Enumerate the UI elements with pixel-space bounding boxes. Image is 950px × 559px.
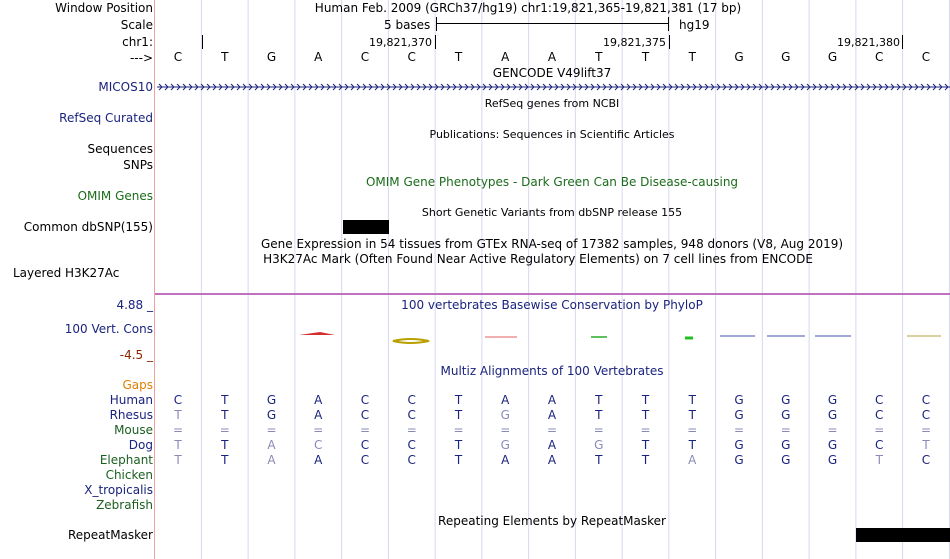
aligned-base: T	[641, 438, 650, 452]
species-label[interactable]: Human	[109, 393, 153, 407]
species-label[interactable]: Rhesus	[109, 408, 153, 422]
species-label[interactable]: Chicken	[105, 468, 153, 482]
aligned-base: G	[827, 438, 838, 452]
aligned-base: A	[314, 408, 323, 422]
aligned-base: =	[313, 423, 324, 437]
aligned-base: G	[734, 408, 744, 422]
phylop-track-title: 100 vertebrates Basewise Conservation by PhyloP	[401, 298, 703, 312]
strand-arrow-label: --->	[129, 51, 153, 65]
aligned-base: C	[407, 438, 416, 452]
aligned-base: C	[407, 408, 416, 422]
ruler-tick-label: 19,821,370	[369, 36, 432, 49]
h3k27ac-track-title: H3K27Ac Mark (Often Found Near Active Regulatory Elements) on 7 cell lines from ENCODE	[263, 252, 813, 266]
aligned-base: =	[780, 423, 791, 437]
aligned-base: A	[547, 408, 557, 422]
aligned-base: G	[781, 393, 791, 407]
reference-base: G	[266, 50, 277, 64]
reference-base: C	[360, 50, 370, 64]
reference-base: A	[314, 50, 323, 64]
aligned-base: T	[922, 438, 930, 452]
aligned-base: T	[174, 438, 182, 452]
aligned-base: =	[546, 423, 558, 437]
phylop-conservation-plot[interactable]	[155, 326, 950, 348]
refseq-track-title: RefSeq genes from NCBI	[484, 97, 620, 110]
micos10-gene-model[interactable]	[157, 81, 950, 93]
aligned-base: G	[781, 408, 791, 422]
aligned-base: T	[221, 393, 229, 407]
micos10-gene-label[interactable]: MICOS10	[98, 80, 153, 94]
aligned-base: A	[547, 438, 557, 452]
aligned-base: C	[314, 438, 323, 452]
aligned-base: T	[454, 453, 463, 467]
species-label[interactable]: Zebrafish	[96, 498, 153, 512]
repeatmasker-track-title: Repeating Elements by RepeatMasker	[438, 514, 666, 528]
assembly-text: hg19	[679, 18, 710, 32]
aligned-base: G	[734, 453, 744, 467]
aligned-base: T	[174, 453, 182, 467]
multiz-track-title: Multiz Alignments of 100 Vertebrates	[440, 364, 664, 378]
aligned-base: A	[501, 453, 510, 467]
aligned-base: C	[407, 393, 416, 407]
aligned-base: =	[687, 423, 698, 437]
aligned-base: T	[595, 453, 603, 467]
aligned-base: A	[547, 393, 557, 407]
track-divider	[155, 293, 950, 295]
aligned-base: =	[733, 423, 745, 437]
aligned-base: T	[595, 393, 603, 407]
aligned-base: =	[359, 423, 371, 437]
dbsnp-variant-block[interactable]	[343, 220, 389, 234]
reference-base: T	[595, 50, 603, 64]
aligned-base: G	[734, 393, 744, 407]
reference-base: C	[875, 50, 884, 64]
aligned-base: T	[454, 438, 463, 452]
reference-base: A	[501, 50, 510, 64]
aligned-base: =	[593, 423, 604, 437]
aligned-base: A	[547, 453, 557, 467]
aligned-base: T	[221, 438, 229, 452]
snps-label[interactable]: SNPs	[123, 158, 153, 172]
aligned-base: G	[500, 438, 510, 452]
aligned-base: =	[172, 423, 184, 437]
publications-track-title: Publications: Sequences in Scientific Articles	[429, 128, 675, 141]
layered-h3k27ac-label[interactable]: Layered H3K27Ac	[13, 266, 120, 280]
aligned-base: G	[594, 438, 604, 452]
aligned-base: C	[921, 393, 931, 407]
aligned-base: =	[874, 423, 885, 437]
aligned-base: C	[875, 393, 884, 407]
refseq-curated-label[interactable]: RefSeq Curated	[59, 111, 153, 125]
chr-label: chr1:	[122, 35, 153, 49]
species-label[interactable]: X_tropicalis	[84, 483, 153, 497]
aligned-base: T	[688, 438, 696, 452]
aligned-base: A	[267, 453, 276, 467]
sequences-label[interactable]: Sequences	[87, 142, 153, 156]
repeatmasker-label[interactable]: RepeatMasker	[67, 528, 153, 542]
aligned-base: T	[595, 408, 603, 422]
aligned-base: G	[266, 408, 277, 422]
aligned-base: A	[314, 453, 323, 467]
aligned-base: A	[688, 453, 697, 467]
aligned-base: G	[266, 393, 277, 407]
aligned-base: C	[360, 453, 370, 467]
gencode-track-title: GENCODE V49lift37	[492, 66, 612, 80]
aligned-base: G	[734, 438, 744, 452]
aligned-base: C	[173, 393, 183, 407]
aligned-base: T	[688, 393, 696, 407]
gaps-label[interactable]: Gaps	[122, 378, 153, 392]
reference-base: T	[454, 50, 463, 64]
aligned-base: =	[640, 423, 651, 437]
reference-base: T	[641, 50, 650, 64]
aligned-base: G	[781, 453, 791, 467]
aligned-base: G	[827, 408, 838, 422]
aligned-base: T	[174, 408, 182, 422]
dbsnp-track-title: Short Genetic Variants from dbSNP release 155	[421, 206, 683, 219]
aligned-base: C	[921, 453, 931, 467]
aligned-base: G	[827, 453, 838, 467]
aligned-base: T	[221, 408, 229, 422]
window-position-label: Window Position	[55, 1, 153, 15]
phylop-label[interactable]: 100 Vert. Cons	[64, 322, 153, 336]
reference-base: T	[221, 50, 229, 64]
reference-base: C	[173, 50, 183, 64]
reference-base: C	[407, 50, 416, 64]
aligned-base: T	[454, 393, 463, 407]
aligned-base: C	[407, 453, 416, 467]
reference-base: C	[921, 50, 931, 64]
aligned-base: C	[875, 438, 884, 452]
aligned-base: C	[360, 393, 370, 407]
aligned-base: T	[688, 408, 696, 422]
scale-label: Scale	[120, 18, 153, 32]
reference-base: G	[781, 50, 791, 64]
reference-base: A	[547, 50, 557, 64]
species-label[interactable]: Elephant	[99, 453, 153, 467]
aligned-base: =	[500, 423, 511, 437]
aligned-base: T	[641, 393, 650, 407]
aligned-base: C	[360, 408, 370, 422]
dbsnp-label[interactable]: Common dbSNP(155)	[23, 220, 153, 234]
aligned-base: G	[827, 393, 838, 407]
aligned-base: G	[500, 408, 510, 422]
phylop-max-value: 4.88 _	[116, 298, 153, 312]
aligned-base: T	[875, 453, 883, 467]
scale-text: 5 bases	[384, 18, 431, 32]
repeat-element-block[interactable]	[856, 528, 950, 542]
aligned-base: =	[219, 423, 230, 437]
aligned-base: A	[501, 393, 510, 407]
reference-base: T	[688, 50, 696, 64]
aligned-base: C	[921, 408, 931, 422]
ruler-tick-label: 19,821,380	[837, 36, 900, 49]
aligned-base: T	[221, 453, 229, 467]
ruler-tick-label: 19,821,375	[603, 36, 666, 49]
position-title: Human Feb. 2009 (GRCh37/hg19) chr1:19,821,365-19,821,381 (17 bp)	[314, 1, 742, 15]
reference-base: G	[734, 50, 744, 64]
aligned-base: A	[314, 393, 323, 407]
omim-track-title: OMIM Gene Phenotypes - Dark Green Can Be Disease-causing	[365, 175, 739, 189]
aligned-base: T	[641, 453, 650, 467]
aligned-base: T	[454, 408, 463, 422]
aligned-base: T	[641, 408, 650, 422]
aligned-base: =	[920, 423, 932, 437]
aligned-base: =	[453, 423, 464, 437]
species-label[interactable]: Dog	[128, 438, 153, 452]
aligned-base: G	[781, 438, 791, 452]
reference-base: G	[827, 50, 838, 64]
phylop-min-value: -4.5 _	[119, 348, 153, 362]
aligned-base: =	[266, 423, 277, 437]
gtex-track-title: Gene Expression in 54 tissues from GTEx RNA-seq of 17382 samples, 948 donors (V8, Aug 2019)	[260, 237, 844, 251]
omim-genes-label[interactable]: OMIM Genes	[77, 189, 153, 203]
aligned-base: =	[406, 423, 417, 437]
aligned-base: C	[875, 408, 884, 422]
aligned-base: =	[827, 423, 838, 437]
aligned-base: C	[360, 438, 370, 452]
species-label[interactable]: Mouse	[114, 423, 153, 437]
aligned-base: A	[267, 438, 276, 452]
